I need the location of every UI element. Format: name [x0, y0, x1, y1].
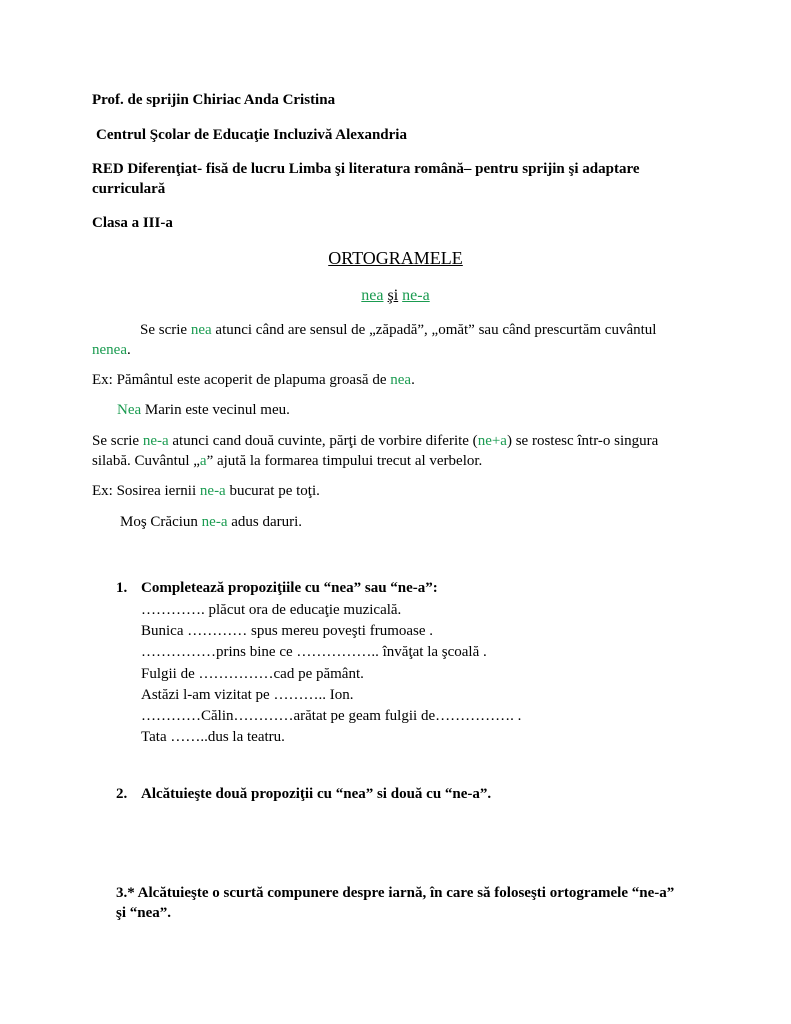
example1-rest: Marin este vecinul meu.: [141, 402, 290, 418]
exercise3-number: 3.*: [116, 885, 135, 901]
rule2-line1: [92, 433, 658, 450]
page-title-text: ORTOGRAMELE: [328, 248, 463, 268]
exercise1-lines: [141, 600, 521, 748]
rule1-period: .: [126, 342, 131, 358]
exercise1-line: …………Călin…………arătat pe geam fulgii de……………. .: [141, 708, 522, 725]
example2-line1: [92, 483, 320, 500]
rule1-line2: [92, 342, 131, 359]
rule1-line1: [92, 322, 698, 339]
exercise1-heading: Completează propoziţiile cu “nea” sau “ne-a”:: [141, 580, 438, 596]
rule2-line2-word: a: [199, 453, 207, 469]
example1-nea: Nea: [117, 402, 142, 418]
exercise3-heading-line2: şi “nea”.: [116, 905, 172, 921]
exercise1-line: …………. plăcut ora de educaţie muzicală.: [141, 602, 402, 618]
author-line: Prof. de sprijin Chiriac Anda Cristina: [92, 92, 336, 108]
example1-prefix: Ex: Pământul este acoperit de plapuma groasă de: [92, 372, 391, 388]
example1-line1: [92, 372, 415, 389]
example2-line2-prefix: Moş Crăciun: [120, 514, 202, 530]
resource-title-line2: curriculară: [92, 181, 166, 197]
exercise3-heading-text: Alcătuieşte o scurtă compunere despre iarnă, în care să foloseşti ortogramele “ne-a”: [134, 885, 675, 901]
rule2-line2-b: ” ajută la formarea timpului trecut al verbelor.: [206, 453, 483, 469]
rule1-rest: atunci când are sensul de „zăpadă”, „omăt” sau când prescurtăm cuvântul: [211, 322, 657, 338]
exercise1-line: Tata ……..dus la teatru.: [141, 729, 285, 746]
subtitle-nea: nea: [361, 287, 384, 304]
rule2-line2-a: silabă. Cuvântul „: [92, 453, 200, 469]
rule2-a: Se scrie: [92, 433, 143, 449]
resource-title-line1: RED Diferenţiat- fisă de lucru Limba şi literatura română– pentru sprijin şi adaptare: [92, 161, 640, 177]
subtitle-ne-a: ne-a: [402, 287, 430, 304]
example2-prefix: Ex: Sosirea iernii: [92, 483, 200, 499]
exercise1-number: 1.: [116, 580, 128, 596]
rule2-paren: ne+a: [477, 433, 507, 449]
example1-line2: [117, 402, 290, 419]
subtitle-and: şi: [387, 287, 399, 304]
exercise1-line: Fulgii de ……………cad pe pământ.: [141, 665, 364, 682]
rule1-word: nea: [190, 322, 212, 338]
rule2-c: ) se rostesc într-o singura: [506, 433, 659, 449]
exercise1-line: Bunica ………… spus mereu poveşti frumoase .: [141, 623, 434, 640]
exercise1-line: Astăzi l-am vizitat pe ……….. Ion.: [141, 686, 354, 703]
school-line: Centrul Şcolar de Educaţie Incluzivă Alexandria: [96, 127, 407, 143]
rule2-word: ne-a: [142, 433, 169, 449]
rule2-b: atunci cand două cuvinte, părţi de vorbire diferite (: [168, 433, 478, 449]
example2-rest: bucurat pe toţi.: [225, 483, 320, 499]
exercise1-line: ……………prins bine ce …………….. învăţat la şcoală .: [141, 644, 487, 661]
exercise2-heading: Alcătuieşte două propoziţii cu “nea” si două cu “ne-a”.: [141, 786, 492, 802]
rule2-line2: [92, 453, 482, 470]
example2-line2-rest: adus daruri.: [227, 514, 303, 530]
example1-word: nea: [390, 372, 412, 388]
example1-end: .: [411, 372, 415, 388]
subtitle: [0, 287, 791, 305]
exercise3-heading-line1: [116, 885, 674, 902]
grade-line: Clasa a III-a: [92, 215, 173, 231]
page-title: [0, 248, 791, 269]
example2-line2-word: ne-a: [201, 514, 228, 530]
exercise2-number: 2.: [116, 786, 128, 802]
rule1-prefix: Se scrie: [140, 322, 191, 338]
example2-word: ne-a: [199, 483, 226, 499]
example2-line2: [120, 514, 302, 531]
rule1-nenea: nenea: [92, 342, 127, 358]
